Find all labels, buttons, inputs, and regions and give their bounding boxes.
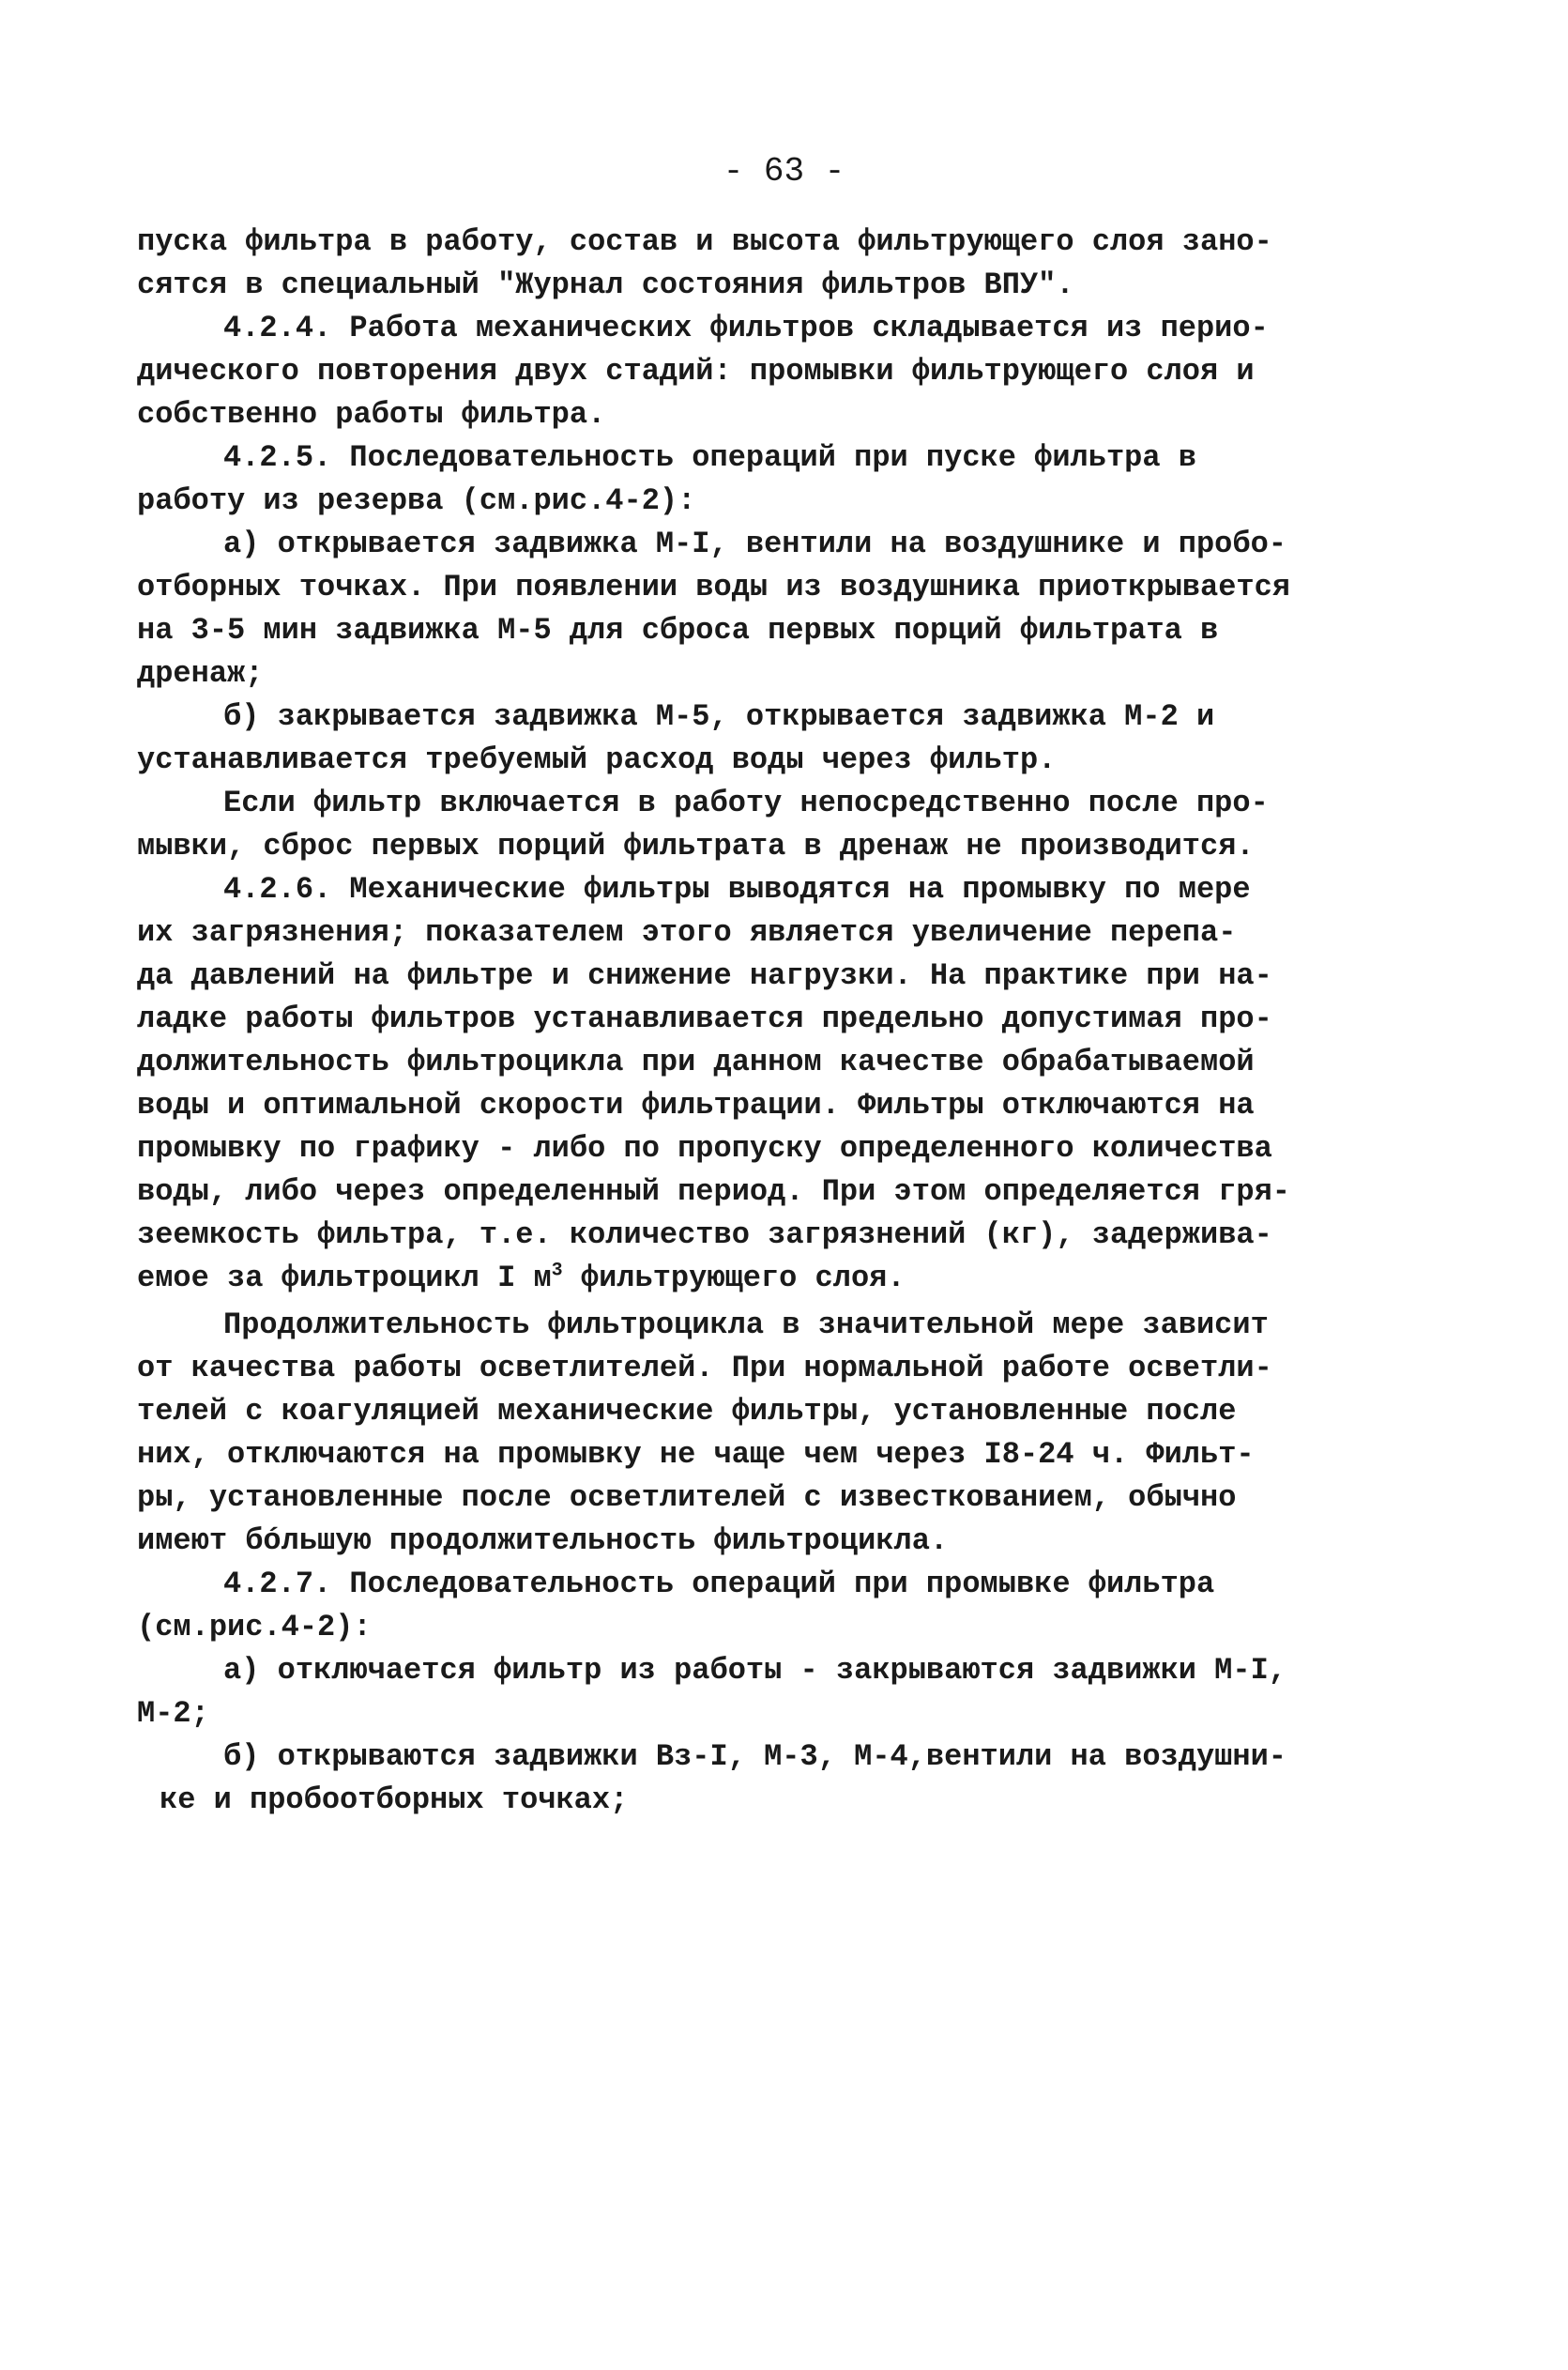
text-line: от качества работы осветлителей. При нормальной работе осветли- <box>137 1351 1272 1385</box>
text-line: ладке работы фильтров устанавливается предельно допустимая про- <box>137 1002 1272 1036</box>
text-line: работу из резерва (см.рис.4-2): <box>137 483 696 518</box>
text-span: емое за фильтроцикл I м <box>137 1261 552 1295</box>
text-line: М-2; <box>137 1696 209 1731</box>
text-line: на 3-5 мин задвижка М-5 для сброса первых порций фильтрата в <box>137 613 1219 648</box>
text-line: воды, либо через определенный период. При этом определяется гря- <box>137 1174 1290 1209</box>
text-line: промывку по графику - либо по пропуску определенного количества <box>137 1131 1272 1166</box>
text-line: сятся в специальный "Журнал состояния фильтров ВПУ". <box>137 268 1074 302</box>
text-line: них, отключаются на промывку не чаще чем через I8-24 ч. Фильт- <box>137 1437 1255 1472</box>
text-line: собственно работы фильтра. <box>137 397 606 432</box>
text-line: 4.2.5. Последовательность операций при пуске фильтра в <box>223 440 1196 475</box>
text-line-with-superscript <box>137 1258 1291 1299</box>
text-line: 4.2.7. Последовательность операций при промывке фильтра <box>223 1567 1215 1601</box>
text-line: отборных точках. При появлении воды из воздушника приоткрывается <box>137 570 1290 604</box>
text-line: 4.2.6. Механические фильтры выводятся на промывку по мере <box>223 872 1251 907</box>
text-line: пуска фильтра в работу, состав и высота фильтрующего слоя зано- <box>137 224 1272 259</box>
text-span: фильтрующего слоя. <box>562 1261 906 1295</box>
text-line: дического повторения двух стадий: промывки фильтрующего слоя и <box>137 354 1255 389</box>
superscript-3: 3 <box>551 1260 563 1282</box>
text-line: мывки, сброс первых порций фильтрата в дренаж не производится. <box>137 829 1255 864</box>
text-line: зеемкость фильтра, т.е. количество загрязнений (кг), задержива- <box>137 1217 1272 1252</box>
text-line: дренаж; <box>137 656 264 691</box>
text-line: б) открываются задвижки Вз-I, М-3, М-4,вентили на воздушни- <box>223 1739 1286 1774</box>
text-line: 4.2.4. Работа механических фильтров складывается из перио- <box>223 311 1269 345</box>
text-line: (см.рис.4-2): <box>137 1610 372 1644</box>
text-line: Если фильтр включается в работу непосредственно после про- <box>223 786 1269 820</box>
text-line: б) закрывается задвижка М-5, открывается задвижка М-2 и <box>223 699 1215 734</box>
text-line: а) отключается фильтр из работы - закрываются задвижки М-I, <box>223 1653 1286 1688</box>
text-line: должительность фильтроцикла при данном качестве обрабатываемой <box>137 1045 1255 1079</box>
page-number: - 63 - <box>723 152 845 191</box>
text-line: ке и пробоотборных точках; <box>160 1782 629 1817</box>
text-line: да давлений на фильтре и снижение нагрузки. На практике при на- <box>137 958 1272 993</box>
text-line: их загрязнения; показателем этого является увеличение перепа- <box>137 915 1237 950</box>
text-line: воды и оптимальной скорости фильтрации. Фильтры отключаются на <box>137 1088 1255 1123</box>
text-line: ры, установленные после осветлителей с известкованием, обычно <box>137 1480 1237 1515</box>
text-line: телей с коагуляцией механические фильтры, установленные после <box>137 1394 1237 1429</box>
text-line: имеют бóльшую продолжительность фильтроцикла. <box>137 1523 949 1558</box>
text-line: Продолжительность фильтроцикла в значительной мере зависит <box>223 1307 1269 1342</box>
text-line: а) открывается задвижка М-I, вентили на воздушнике и пробо- <box>223 527 1286 561</box>
text-line: устанавливается требуемый расход воды через фильтр. <box>137 742 1057 777</box>
